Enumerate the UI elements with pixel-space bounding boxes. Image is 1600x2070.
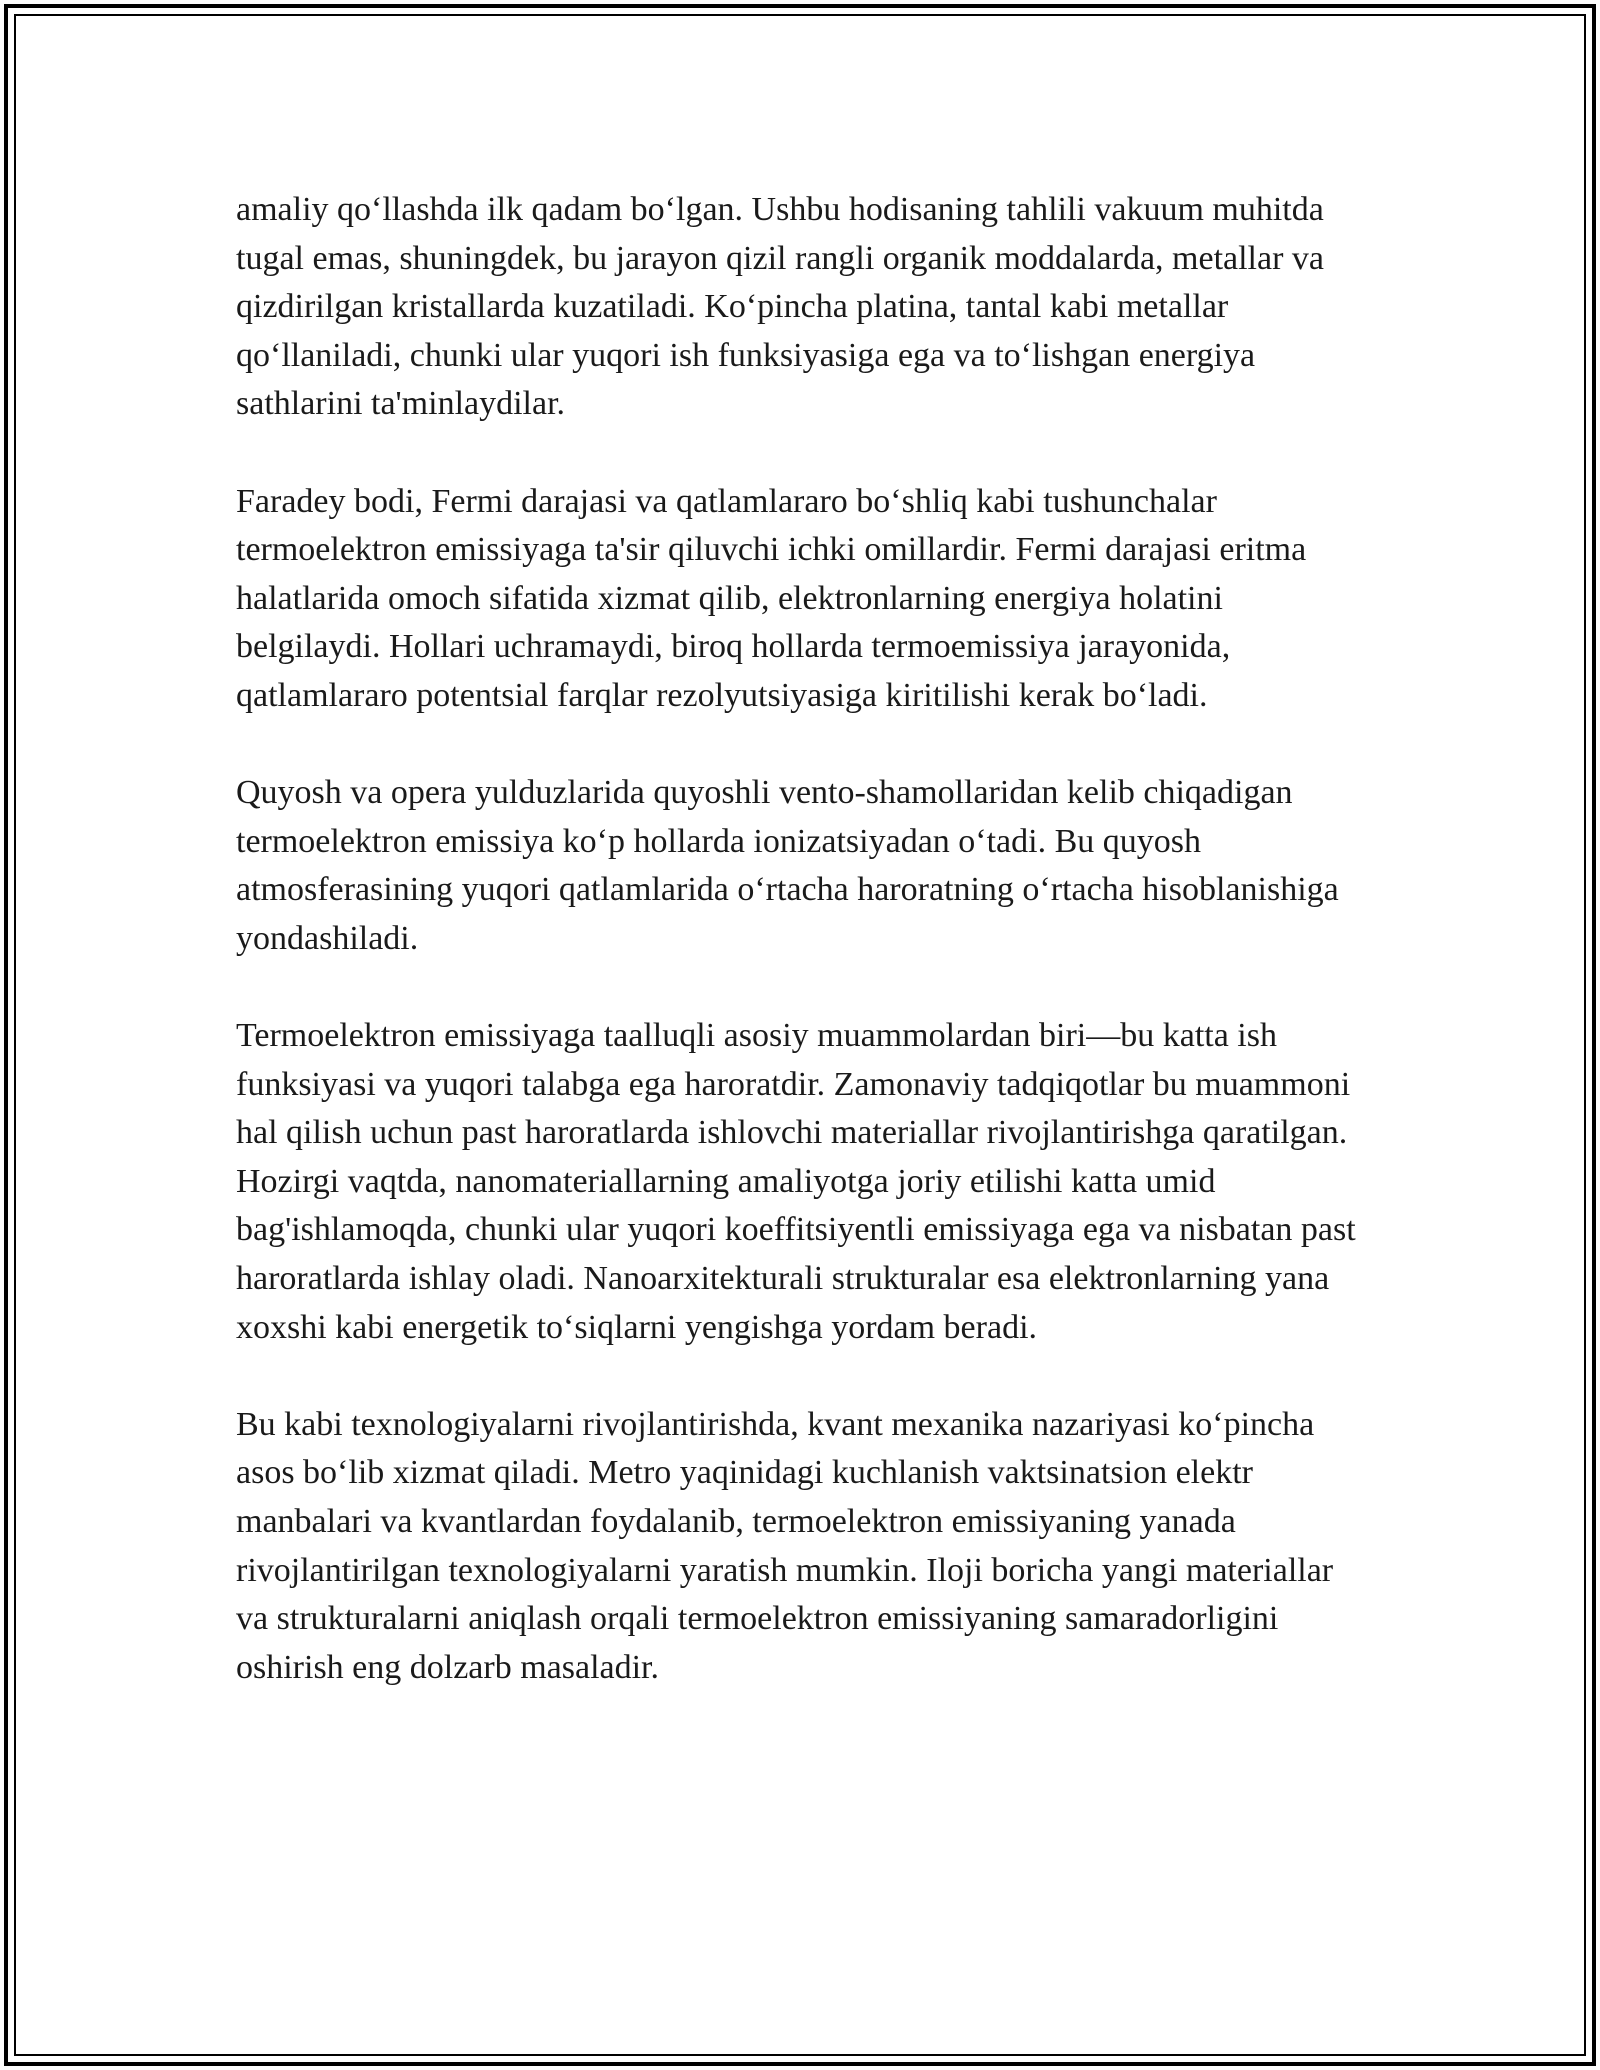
paragraph-4: Termoelektron emissiyaga taalluqli asosiy muammolardan biri—bu katta ish funksiyasi va yuqori talabga ega haroratdir. Zamonaviy tadqiqotlar bu muammoni hal qilish uchun past haroratlarda ishlovchi materiallar rivojlantirishga qaratilgan. Hozirgi vaqtda, nanomateriallarning amaliyotga joriy etilishi katta umid bag'ishlamoqda, chunki ular yuqori koeffitsiyentli emissiyaga ega va nisbatan past haroratlarda ishlay oladi. Nanoarxitekturali strukturalar esa elektronlarning yana xoxshi kabi energetik to‘siqlarni yengishga yordam beradi. [236, 1017, 1356, 1346]
paragraph-2: Faradey bodi, Fermi darajasi va qatlamlararo bo‘shliq kabi tushunchalar termoelektron emissiyaga ta'sir qiluvchi ichki omillardir. Fermi darajasi eritma halatlarida omoch sifatida xizmat qilib, elektronlarning energiya holatini belgilaydi. Hollari uchramaydi, biroq hollarda termoemissiya jarayonida, qatlamlararo potentsial farqlar rezolyutsiyasiga kiritilishi kerak bo‘ladi. [236, 482, 1307, 714]
paragraph-5: Bu kabi texnologiyalarni rivojlantirishda, kvant mexanika nazariyasi ko‘pincha asos bo‘lib xizmat qiladi. Metro yaqinidagi kuchlanish vaktsinatsion elektr manbalari va kvantlardan foydalanib, termoelektron emissiyaning yanada rivojlantirilgan texnologiyalarni yaratish mumkin. Iloji boricha yangi materiallar va strukturalarni aniqlash orqali termoelektron emissiyaning samaradorligini oshirish eng dolzarb masaladir. [236, 1405, 1334, 1686]
document-body [236, 186, 1366, 1692]
paragraph-1: amaliy qo‘llashda ilk qadam bo‘lgan. Ushbu hodisaning tahlili vakuum muhitda tugal emas, shuningdek, bu jarayon qizil rangli organik moddalarda, metallar va qizdirilgan kristallarda kuzatiladi. Ko‘pincha platina, tantal kabi metallar qo‘llaniladi, chunki ular yuqori ish funksiyasiga ega va to‘lishgan energiya sathlarini ta'minlaydilar. [236, 191, 1324, 423]
paragraph-3: Quyosh va opera yulduzlarida quyoshli vento-shamollaridan kelib chiqadigan termoelektron emissiya ko‘p hollarda ionizatsiyadan o‘tadi. Bu quyosh atmosferasining yuqori qatlamlarida o‘rtacha haroratning o‘rtacha hisoblanishiga yondashiladi. [236, 774, 1339, 957]
